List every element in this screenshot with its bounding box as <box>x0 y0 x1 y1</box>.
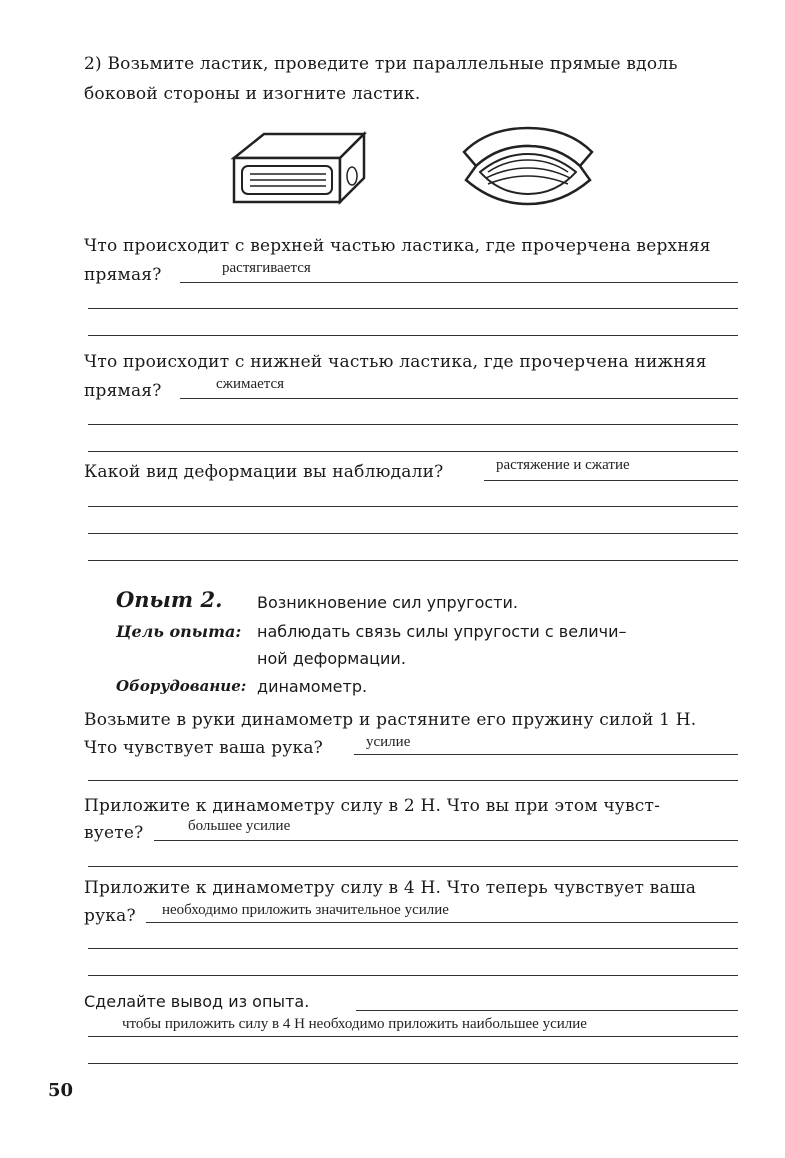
experiment-goal-line-2: ной деформации. <box>257 649 406 668</box>
experiment-equipment-label: Оборудование: <box>116 677 247 695</box>
question-1-prefix: прямая? <box>84 265 162 285</box>
question-2-line-1: Что происходит с нижней частью ластика, где прочерчена нижняя <box>84 352 707 372</box>
eraser-bent-icon <box>458 124 598 208</box>
answer-2: сжимается <box>216 376 285 392</box>
question-5-line-1: Приложите к динамометру силу в 2 Н. Что вы при этом чувст- <box>84 796 661 816</box>
question-4-prefix: Что чувствует ваша рука? <box>84 738 323 758</box>
answer-line <box>88 533 738 534</box>
answer-line <box>356 1010 738 1011</box>
question-1-line-1: Что происходит с верхней частью ластика, где прочерчена верхняя <box>84 236 711 256</box>
question-6-prefix: рука? <box>84 906 136 926</box>
question-5-prefix: вуете? <box>84 823 144 843</box>
answer-line <box>180 282 738 283</box>
page-number: 50 <box>48 1080 74 1101</box>
answer-line <box>88 506 738 507</box>
question-7-prefix: Сделайте вывод из опыта. <box>84 992 310 1011</box>
answer-3: растяжение и сжатие <box>496 457 630 473</box>
answer-line <box>88 1063 738 1064</box>
answer-6: необходимо приложить значительное усилие <box>162 902 449 918</box>
answer-line <box>88 866 738 867</box>
answer-line <box>180 398 738 399</box>
experiment-goal-label: Цель опыта: <box>116 622 242 641</box>
question-3-prefix: Какой вид деформации вы наблюдали? <box>84 462 444 482</box>
task-2-line-2: боковой стороны и изогните ластик. <box>84 84 421 104</box>
answer-line <box>154 840 738 841</box>
answer-line <box>88 780 738 781</box>
answer-line <box>88 1036 738 1037</box>
question-6-line-1: Приложите к динамометру силу в 4 Н. Что теперь чувствует ваша <box>84 878 697 898</box>
answer-line <box>484 480 738 481</box>
answer-line <box>88 308 738 309</box>
answer-line <box>88 560 738 561</box>
answer-line <box>354 754 738 755</box>
answer-line <box>88 975 738 976</box>
experiment-equipment: динамометр. <box>257 677 368 696</box>
answer-7: чтобы приложить силу в 4 Н необходимо приложить наибольшее усилие <box>122 1016 587 1032</box>
experiment-title: Возникновение сил упругости. <box>257 593 518 612</box>
question-2-prefix: прямая? <box>84 381 162 401</box>
answer-line <box>88 335 738 336</box>
experiment-title-label: Опыт 2. <box>116 587 223 612</box>
task-2-line-1: 2) Возьмите ластик, проведите три параллельные прямые вдоль <box>84 54 678 74</box>
experiment-goal-line-1: наблюдать связь силы упругости с величи– <box>257 622 627 641</box>
answer-line <box>88 451 738 452</box>
answer-line <box>146 922 738 923</box>
answer-5: большее усилие <box>188 818 291 834</box>
eraser-straight-icon <box>228 128 370 208</box>
answer-line <box>88 948 738 949</box>
answer-4: усилие <box>366 734 411 750</box>
answer-1: растягивается <box>222 260 311 276</box>
question-4-line-1: Возьмите в руки динамометр и растяните его пружину силой 1 Н. <box>84 710 697 730</box>
answer-line <box>88 424 738 425</box>
